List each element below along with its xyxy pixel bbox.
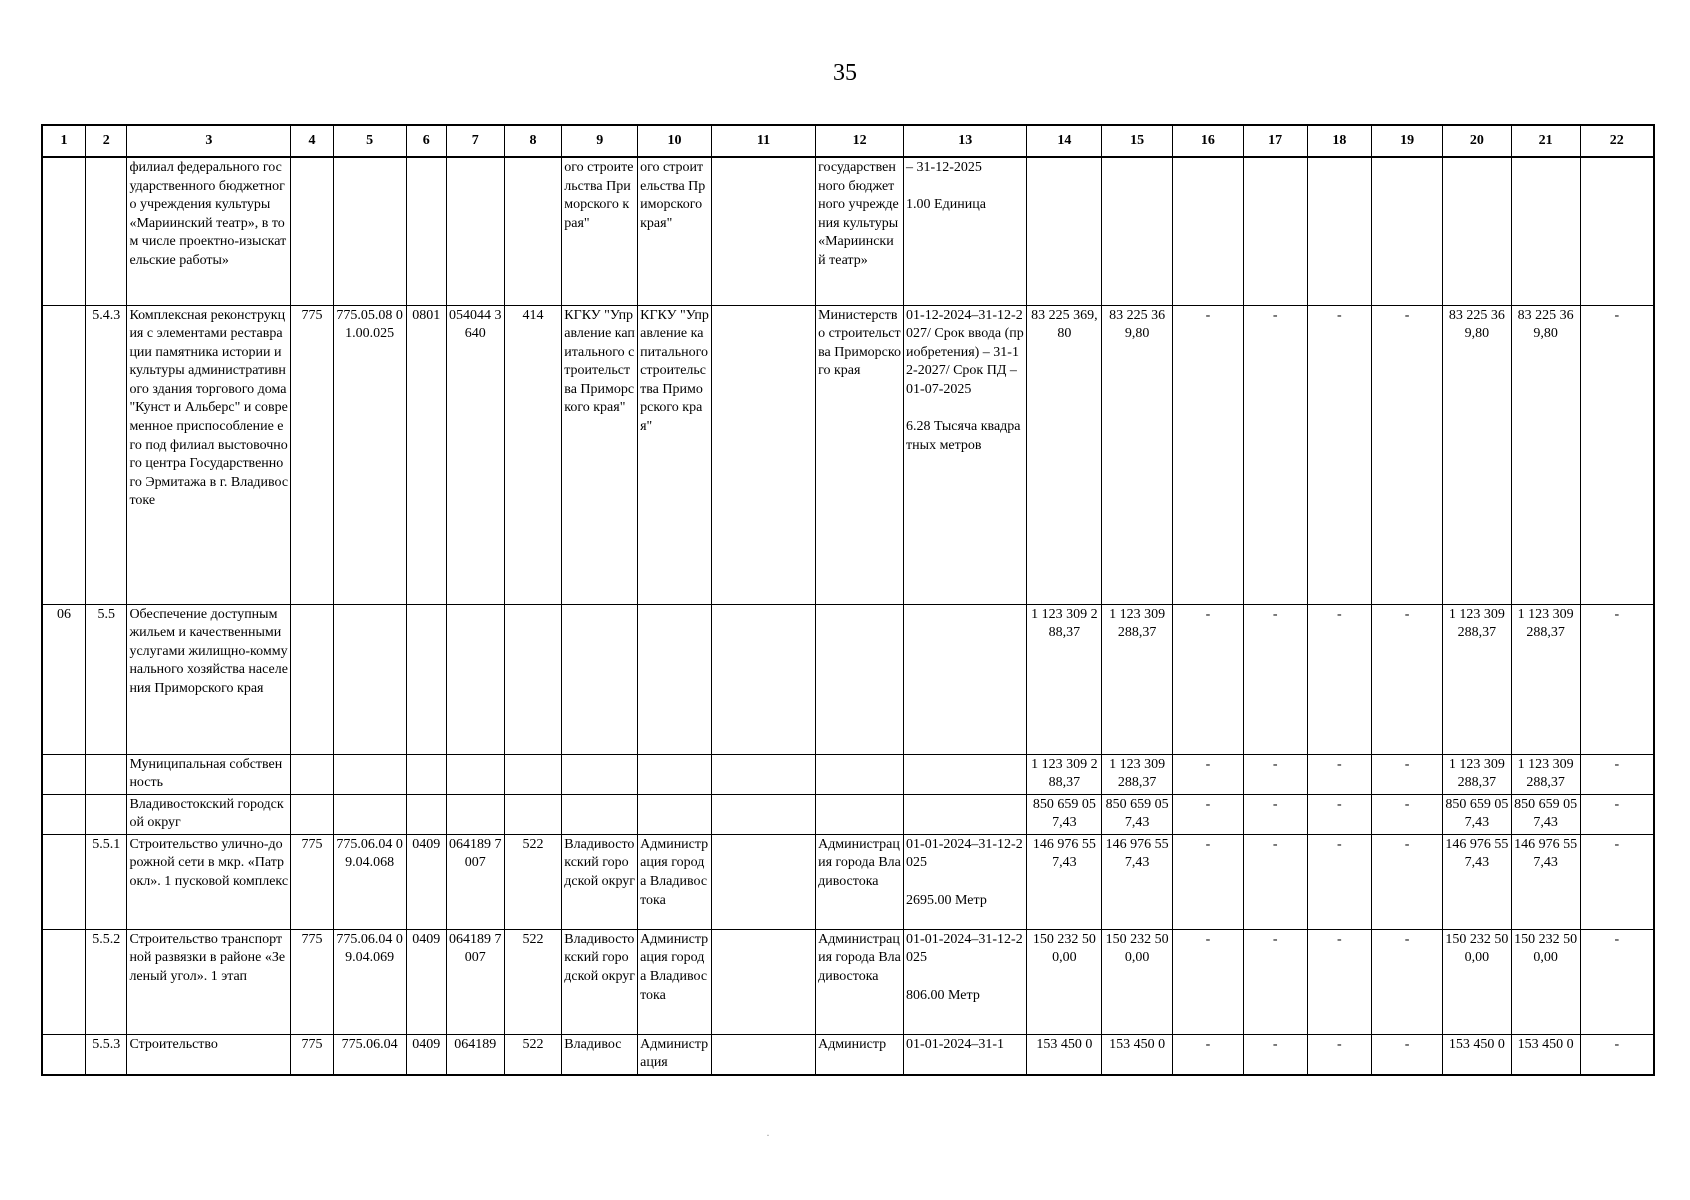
column-header-16: 16 xyxy=(1173,125,1244,157)
cell-col-10 xyxy=(638,754,712,794)
cell-col-8 xyxy=(504,604,562,754)
column-header-17: 17 xyxy=(1243,125,1307,157)
cell-col-10: КГКУ "Управление капитального строительства Приморского края" xyxy=(638,305,712,604)
cell-col-2: 5.5.1 xyxy=(85,834,126,929)
cell-col-21: 850 659 057,43 xyxy=(1511,794,1580,834)
cell-col-14: 1 123 309 288,37 xyxy=(1027,754,1102,794)
column-header-21: 21 xyxy=(1511,125,1580,157)
cell-col-13: – 31-12-2025 1.00 Единица xyxy=(904,157,1027,305)
cell-col-15 xyxy=(1102,157,1173,305)
cell-col-21: 1 123 309 288,37 xyxy=(1511,754,1580,794)
cell-col-7: 064189 7007 xyxy=(446,929,504,1034)
cell-col-12 xyxy=(816,754,904,794)
cell-col-11 xyxy=(711,305,815,604)
cell-col-7: 054044 3640 xyxy=(446,305,504,604)
cell-col-19 xyxy=(1372,157,1443,305)
cell-col-4: 775 xyxy=(291,834,333,929)
table-row xyxy=(42,794,1654,834)
column-header-18: 18 xyxy=(1307,125,1372,157)
cell-col-7 xyxy=(446,604,504,754)
cell-col-18: - xyxy=(1307,604,1372,754)
cell-col-17: - xyxy=(1243,604,1307,754)
column-header-15: 15 xyxy=(1102,125,1173,157)
cell-col-8 xyxy=(504,157,562,305)
cell-col-17 xyxy=(1243,157,1307,305)
header-row xyxy=(42,125,1654,157)
cell-col-8: 522 xyxy=(504,1034,562,1075)
cell-col-10 xyxy=(638,794,712,834)
cell-col-2: 5.5 xyxy=(85,604,126,754)
column-header-22: 22 xyxy=(1580,125,1654,157)
cell-col-13: 01-12-2024–31-12-2027/ Срок ввода (приобретения) – 31-12-2027/ Срок ПД – 01-07-2025 6.28 Тысяча квадратных метров xyxy=(904,305,1027,604)
cell-col-19: - xyxy=(1372,305,1443,604)
cell-col-17: - xyxy=(1243,305,1307,604)
cell-col-19: - xyxy=(1372,604,1443,754)
cell-col-19: - xyxy=(1372,794,1443,834)
cell-col-6: 0409 xyxy=(406,834,446,929)
cell-col-5 xyxy=(333,754,406,794)
cell-col-6: 0801 xyxy=(406,305,446,604)
cell-col-1 xyxy=(42,794,85,834)
cell-col-1 xyxy=(42,1034,85,1075)
cell-col-4 xyxy=(291,604,333,754)
cell-col-20: 1 123 309 288,37 xyxy=(1443,754,1512,794)
cell-col-1: 06 xyxy=(42,604,85,754)
table-row xyxy=(42,754,1654,794)
cell-col-6: 0409 xyxy=(406,1034,446,1075)
cell-col-14: 83 225 369,80 xyxy=(1027,305,1102,604)
cell-col-13: 01-01-2024–31-12-2025 806.00 Метр xyxy=(904,929,1027,1034)
column-header-1: 1 xyxy=(42,125,85,157)
cell-col-3: Владивостокский городской округ xyxy=(127,794,291,834)
column-header-5: 5 xyxy=(333,125,406,157)
cell-col-17: - xyxy=(1243,929,1307,1034)
cell-col-14: 850 659 057,43 xyxy=(1027,794,1102,834)
cell-col-9 xyxy=(562,794,638,834)
table-row xyxy=(42,1034,1654,1075)
column-header-14: 14 xyxy=(1027,125,1102,157)
cell-col-7: 064189 xyxy=(446,1034,504,1075)
cell-col-14: 146 976 557,43 xyxy=(1027,834,1102,929)
cell-col-2 xyxy=(85,754,126,794)
cell-col-5 xyxy=(333,604,406,754)
column-header-10: 10 xyxy=(638,125,712,157)
cell-col-21: 1 123 309 288,37 xyxy=(1511,604,1580,754)
cell-col-11 xyxy=(711,1034,815,1075)
cell-col-15: 1 123 309 288,37 xyxy=(1102,604,1173,754)
cell-col-22: - xyxy=(1580,794,1654,834)
cell-col-2: 5.4.3 xyxy=(85,305,126,604)
table-row xyxy=(42,834,1654,929)
cell-col-10 xyxy=(638,604,712,754)
cell-col-6: 0409 xyxy=(406,929,446,1034)
column-header-8: 8 xyxy=(504,125,562,157)
cell-col-19: - xyxy=(1372,1034,1443,1075)
cell-col-3: Обеспечение доступным жильем и качественными услугами жилищно-коммунального хозяйства населения Приморского края xyxy=(127,604,291,754)
cell-col-21: 153 450 0 xyxy=(1511,1034,1580,1075)
cell-col-15: 153 450 0 xyxy=(1102,1034,1173,1075)
cell-col-8 xyxy=(504,754,562,794)
cell-col-9: Владивостокский городской округ xyxy=(562,929,638,1034)
cell-col-22 xyxy=(1580,157,1654,305)
cell-col-1 xyxy=(42,157,85,305)
cell-col-3: Муниципальная собственность xyxy=(127,754,291,794)
cell-col-20: 850 659 057,43 xyxy=(1443,794,1512,834)
cell-col-3: Комплексная реконструкция с элементами реставрации памятника истории и культуры административного здания торгового дома "Кунст и Альберс" и современное приспособление его под филиал выстовочного центра Государственного Эрмитажа в г. Владивостоке xyxy=(127,305,291,604)
cell-col-16: - xyxy=(1173,834,1244,929)
cell-col-12: Администрация города Владивостока xyxy=(816,834,904,929)
cell-col-11 xyxy=(711,834,815,929)
cell-col-10: Администрация города Владивостока xyxy=(638,834,712,929)
cell-col-20: 153 450 0 xyxy=(1443,1034,1512,1075)
cell-col-20: 150 232 500,00 xyxy=(1443,929,1512,1034)
cell-col-18: - xyxy=(1307,794,1372,834)
cell-col-13: 01-01-2024–31-12-2025 2695.00 Метр xyxy=(904,834,1027,929)
cell-col-21: 83 225 369,80 xyxy=(1511,305,1580,604)
column-header-13: 13 xyxy=(904,125,1027,157)
cell-col-15: 83 225 369,80 xyxy=(1102,305,1173,604)
cell-col-22: - xyxy=(1580,834,1654,929)
cell-col-10: Администрация xyxy=(638,1034,712,1075)
cell-col-3: Строительство улично-дорожной сети в мкр. «Патрокл». 1 пусковой комплекс xyxy=(127,834,291,929)
cell-col-22: - xyxy=(1580,1034,1654,1075)
cell-col-17: - xyxy=(1243,794,1307,834)
cell-col-9 xyxy=(562,604,638,754)
cell-col-12: Министерство строительства Приморского края xyxy=(816,305,904,604)
cell-col-22: - xyxy=(1580,604,1654,754)
cell-col-19: - xyxy=(1372,929,1443,1034)
cell-col-13 xyxy=(904,794,1027,834)
table-row xyxy=(42,305,1654,604)
cell-col-12: Администр xyxy=(816,1034,904,1075)
cell-col-10: Администрация города Владивостока xyxy=(638,929,712,1034)
cell-col-9: Владивостокский городской округ xyxy=(562,834,638,929)
cell-col-20 xyxy=(1443,157,1512,305)
cell-col-5: 775.06.04 xyxy=(333,1034,406,1075)
cell-col-8: 522 xyxy=(504,929,562,1034)
column-header-4: 4 xyxy=(291,125,333,157)
cell-col-4 xyxy=(291,794,333,834)
table-body xyxy=(42,157,1654,1075)
column-header-9: 9 xyxy=(562,125,638,157)
cell-col-11 xyxy=(711,929,815,1034)
cell-col-15: 146 976 557,43 xyxy=(1102,834,1173,929)
cell-col-7: 064189 7007 xyxy=(446,834,504,929)
cell-col-16: - xyxy=(1173,929,1244,1034)
cell-col-15: 850 659 057,43 xyxy=(1102,794,1173,834)
cell-col-11 xyxy=(711,157,815,305)
cell-col-11 xyxy=(711,794,815,834)
cell-col-13 xyxy=(904,754,1027,794)
cell-col-18: - xyxy=(1307,1034,1372,1075)
column-header-7: 7 xyxy=(446,125,504,157)
cell-col-1 xyxy=(42,305,85,604)
cell-col-16 xyxy=(1173,157,1244,305)
cell-col-12: Администрация города Владивостока xyxy=(816,929,904,1034)
cell-col-14: 1 123 309 288,37 xyxy=(1027,604,1102,754)
cell-col-14: 153 450 0 xyxy=(1027,1034,1102,1075)
cell-col-16: - xyxy=(1173,604,1244,754)
cell-col-8: 522 xyxy=(504,834,562,929)
cell-col-1 xyxy=(42,754,85,794)
table-row xyxy=(42,157,1654,305)
cell-col-7 xyxy=(446,157,504,305)
cell-col-9: КГКУ "Управление капитального строительства Приморского края" xyxy=(562,305,638,604)
cell-col-21: 150 232 500,00 xyxy=(1511,929,1580,1034)
cell-col-18: - xyxy=(1307,305,1372,604)
cell-col-20: 83 225 369,80 xyxy=(1443,305,1512,604)
cell-col-2: 5.5.2 xyxy=(85,929,126,1034)
cell-col-3: Строительство транспортной развязки в районе «Зеленый угол». 1 этап xyxy=(127,929,291,1034)
cell-col-14: 150 232 500,00 xyxy=(1027,929,1102,1034)
column-header-3: 3 xyxy=(127,125,291,157)
cell-col-13: 01-01-2024–31-1 xyxy=(904,1034,1027,1075)
stray-mark: · xyxy=(766,1128,770,1142)
cell-col-1 xyxy=(42,929,85,1034)
cell-col-4: 775 xyxy=(291,929,333,1034)
cell-col-12 xyxy=(816,794,904,834)
table-row xyxy=(42,604,1654,754)
cell-col-12: государственного бюджетного учреждения культуры «Мариинский театр» xyxy=(816,157,904,305)
cell-col-18: - xyxy=(1307,929,1372,1034)
cell-col-14 xyxy=(1027,157,1102,305)
cell-col-9: Владивос xyxy=(562,1034,638,1075)
cell-col-6 xyxy=(406,157,446,305)
cell-col-18: - xyxy=(1307,834,1372,929)
cell-col-22: - xyxy=(1580,929,1654,1034)
cell-col-11 xyxy=(711,754,815,794)
column-header-19: 19 xyxy=(1372,125,1443,157)
cell-col-18 xyxy=(1307,157,1372,305)
cell-col-4: 775 xyxy=(291,1034,333,1075)
cell-col-10: ого строительства Приморского края" xyxy=(638,157,712,305)
cell-col-15: 150 232 500,00 xyxy=(1102,929,1173,1034)
cell-col-7 xyxy=(446,754,504,794)
cell-col-20: 146 976 557,43 xyxy=(1443,834,1512,929)
cell-col-5 xyxy=(333,794,406,834)
cell-col-7 xyxy=(446,794,504,834)
cell-col-2 xyxy=(85,794,126,834)
cell-col-12 xyxy=(816,604,904,754)
cell-col-3: Строительство xyxy=(127,1034,291,1075)
cell-col-20: 1 123 309 288,37 xyxy=(1443,604,1512,754)
cell-col-6 xyxy=(406,604,446,754)
cell-col-16: - xyxy=(1173,1034,1244,1075)
cell-col-8 xyxy=(504,794,562,834)
cell-col-19: - xyxy=(1372,754,1443,794)
cell-col-17: - xyxy=(1243,834,1307,929)
cell-col-18: - xyxy=(1307,754,1372,794)
column-header-11: 11 xyxy=(711,125,815,157)
cell-col-2: 5.5.3 xyxy=(85,1034,126,1075)
page-number: 35 xyxy=(833,60,857,86)
cell-col-9 xyxy=(562,754,638,794)
cell-col-4 xyxy=(291,157,333,305)
cell-col-5: 775.06.04 09.04.069 xyxy=(333,929,406,1034)
cell-col-17: - xyxy=(1243,754,1307,794)
cell-col-17: - xyxy=(1243,1034,1307,1075)
cell-col-5: 775.06.04 09.04.068 xyxy=(333,834,406,929)
column-header-2: 2 xyxy=(85,125,126,157)
cell-col-1 xyxy=(42,834,85,929)
cell-col-13 xyxy=(904,604,1027,754)
cell-col-21 xyxy=(1511,157,1580,305)
cell-col-22: - xyxy=(1580,305,1654,604)
cell-col-5 xyxy=(333,157,406,305)
cell-col-8: 414 xyxy=(504,305,562,604)
cell-col-4 xyxy=(291,754,333,794)
column-header-20: 20 xyxy=(1443,125,1512,157)
cell-col-16: - xyxy=(1173,754,1244,794)
cell-col-22: - xyxy=(1580,754,1654,794)
cell-col-9: ого строительства Приморского края" xyxy=(562,157,638,305)
cell-col-21: 146 976 557,43 xyxy=(1511,834,1580,929)
budget-table xyxy=(41,124,1655,1076)
cell-col-15: 1 123 309 288,37 xyxy=(1102,754,1173,794)
cell-col-3: филиал федерального государственного бюджетного учреждения культуры «Мариинский театр», в том числе проектно-изыскательские работы» xyxy=(127,157,291,305)
cell-col-6 xyxy=(406,794,446,834)
cell-col-4: 775 xyxy=(291,305,333,604)
cell-col-11 xyxy=(711,604,815,754)
cell-col-16: - xyxy=(1173,305,1244,604)
column-header-12: 12 xyxy=(816,125,904,157)
cell-col-16: - xyxy=(1173,794,1244,834)
table-row xyxy=(42,929,1654,1034)
cell-col-5: 775.05.08 01.00.025 xyxy=(333,305,406,604)
cell-col-6 xyxy=(406,754,446,794)
cell-col-19: - xyxy=(1372,834,1443,929)
column-header-6: 6 xyxy=(406,125,446,157)
cell-col-2 xyxy=(85,157,126,305)
